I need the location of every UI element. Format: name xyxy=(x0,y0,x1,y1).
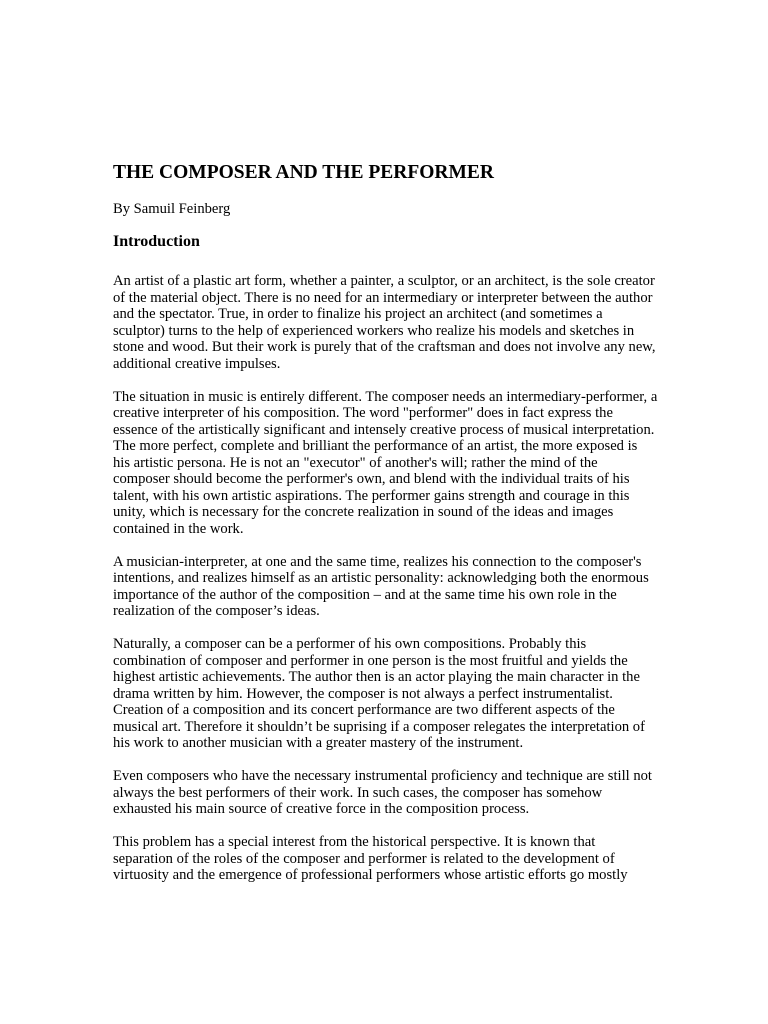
paragraph-5: Even composers who have the necessary instrumental proficiency and technique are still not always the best performers of their work. In such cases, the composer has somehow exhausted his main source of creative force in the composition process. xyxy=(113,768,652,817)
paragraph-6: This problem has a special interest from the historical perspective. It is known that separation of the roles of the composer and performer is related to the development of virtuosity and the emergence of professional performers whose artistic efforts go mostly xyxy=(113,834,628,883)
author-byline: By Samuil Feinberg xyxy=(113,201,231,217)
section-heading: Introduction xyxy=(113,233,200,250)
paragraph-2: The situation in music is entirely different. The composer needs an intermediary-performer, a creative interpreter of his composition. The word "performer" does in fact express the essence of the artistically significant and intensely creative process of musical interpretation. The more perfect, complete and brilliant the performance of an artist, the more exposed is his artistic persona. He is not an "executor" of another's will; rather the mind of the composer should become the performer's own, and blend with the individual traits of his talent, with his own artistic aspirations. The performer gains strength and courage in this unity, which is necessary for the concrete realization in sound of the ideas and images contained in the work. xyxy=(113,388,658,537)
paragraph-1: An artist of a plastic art form, whether a painter, a sculptor, or an architect, is the sole creator of the material object. There is no need for an intermediary or interpreter between the author and the spectator. True, in order to finalize his project an architect (and sometimes a sculptor) turns to the help of experienced workers who realize his models and sketches in stone and wood. But their work is purely that of the craftsman and does not involve any new, additional creative impulses. xyxy=(113,273,656,372)
paragraph-3: A musician-interpreter, at one and the same time, realizes his connection to the composer's intentions, and realizes himself as an artistic personality: acknowledging both the enormous importance of the author of the composition – and at the same time his own role in the realization of the composer’s ideas. xyxy=(113,553,649,619)
document-page xyxy=(113,160,658,884)
paragraph-4: Naturally, a composer can be a performer of his own compositions. Probably this combination of composer and performer in one person is the most fruitful and yields the highest artistic achievements. The author then is an actor playing the main character in the drama written by him. However, the composer is not always a perfect instrumentalist. Creation of a composition and its concert performance are two different aspects of the musical art. Therefore it shouldn’t be suprising if a composer relegates the interpretation of his work to another musician with a greater mastery of the instrument. xyxy=(113,636,645,751)
document-title: THE COMPOSER AND THE PERFORMER xyxy=(113,162,495,183)
